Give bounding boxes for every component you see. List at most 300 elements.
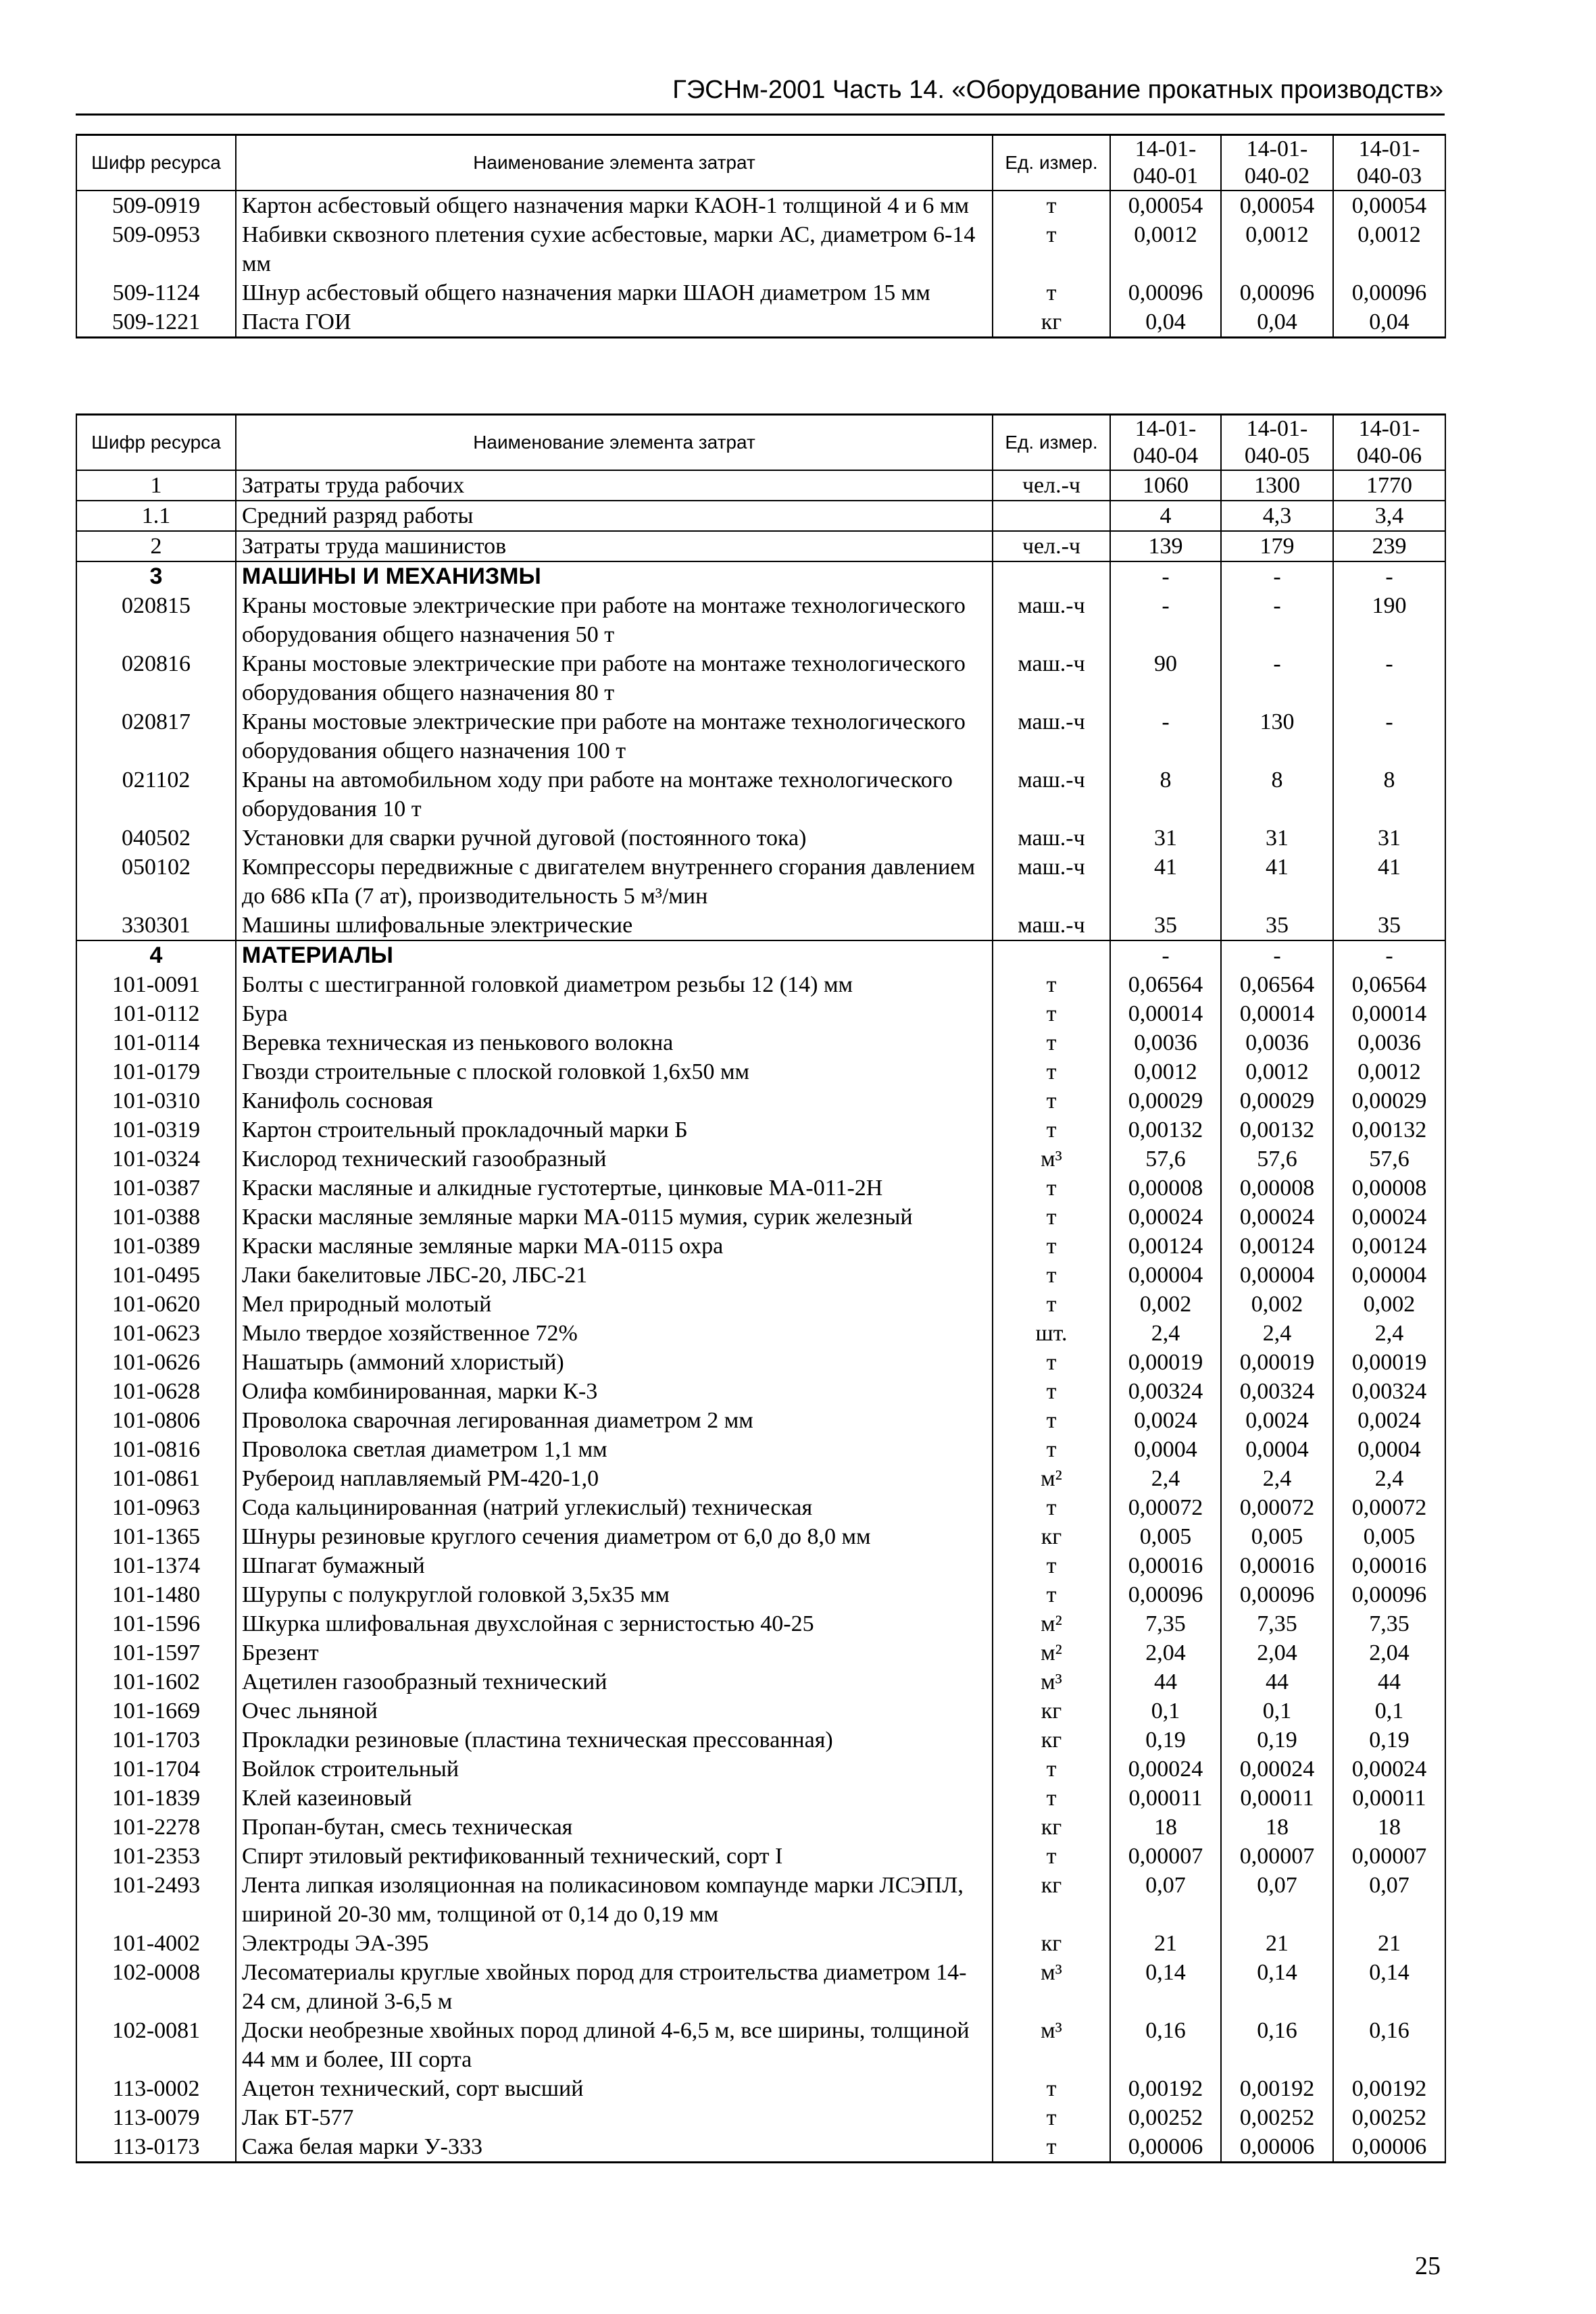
norm-value: 0,00014	[1110, 999, 1221, 1028]
col-code-header: Шифр ресурса	[76, 415, 236, 471]
norm-value: 0,00006	[1110, 2132, 1221, 2163]
unit-of-measure: кг	[993, 1726, 1110, 1755]
resource-name: Затраты труда рабочих	[236, 470, 993, 501]
norm-value: 0,00024	[1221, 1203, 1333, 1232]
unit-of-measure: т	[993, 1784, 1110, 1813]
norm-value: 21	[1110, 1929, 1221, 1958]
norm-value: 0,00096	[1110, 1580, 1221, 1609]
norm-value: 0,002	[1221, 1290, 1333, 1319]
resource-code: 101-0806	[76, 1406, 236, 1435]
norm-value: -	[1110, 707, 1221, 765]
norm-value: 57,6	[1110, 1145, 1221, 1174]
norm-value: 31	[1221, 824, 1333, 853]
resource-name: Ацетилен газообразный технический	[236, 1667, 993, 1696]
table-row	[76, 1667, 1445, 1696]
norm-value: 0,19	[1333, 1726, 1445, 1755]
norm-value: 18	[1110, 1813, 1221, 1842]
norm-value: 0,1	[1110, 1696, 1221, 1726]
table-row	[76, 1929, 1445, 1958]
resource-name: МАШИНЫ И МЕХАНИЗМЫ	[236, 561, 993, 591]
resource-code: 101-0628	[76, 1377, 236, 1406]
resource-name: Набивки сквозного плетения сухие асбестовые, марки АС, диаметром 6-14 мм	[236, 220, 993, 278]
norm-value: 0,00029	[1333, 1086, 1445, 1115]
resource-code: 101-0389	[76, 1232, 236, 1261]
unit-of-measure: т	[993, 1174, 1110, 1203]
resource-code: 509-0953	[76, 220, 236, 278]
resource-name: Лак БТ-577	[236, 2103, 993, 2132]
unit-of-measure: т	[993, 220, 1110, 278]
resource-table-2	[76, 413, 1446, 2163]
resource-name: Шкурка шлифовальная двухслойная с зернистостью 40-25	[236, 1609, 993, 1638]
resource-code: 020817	[76, 707, 236, 765]
table-row	[76, 1726, 1445, 1755]
norm-value: 0,00007	[1110, 1842, 1221, 1871]
norm-value: -	[1333, 649, 1445, 707]
norm-value: 18	[1221, 1813, 1333, 1842]
norm-value: 0,0036	[1110, 1028, 1221, 1057]
resource-code: 102-0081	[76, 2016, 236, 2074]
table-row	[76, 1203, 1445, 1232]
col-name-header: Наименование элемента затрат	[236, 415, 993, 471]
resource-name: Краски масляные земляные марки МА-0115 охра	[236, 1232, 993, 1261]
norm-value: 190	[1333, 591, 1445, 649]
norm-value: 239	[1333, 531, 1445, 561]
resource-name: Спирт этиловый ректификованный технический, сорт I	[236, 1842, 993, 1871]
resource-code: 101-1480	[76, 1580, 236, 1609]
norm-value: 0,0036	[1333, 1028, 1445, 1057]
unit-of-measure: кг	[993, 1522, 1110, 1551]
norm-value: 41	[1110, 853, 1221, 911]
resource-code: 509-1221	[76, 307, 236, 338]
norm-value: 0,0024	[1110, 1406, 1221, 1435]
norm-value: 0,0012	[1221, 1057, 1333, 1086]
table-row	[76, 2016, 1445, 2074]
norm-value: 57,6	[1221, 1145, 1333, 1174]
resource-name: Шнур асбестовый общего назначения марки ШАОН диаметром 15 мм	[236, 278, 993, 307]
resource-code: 2	[76, 531, 236, 561]
unit-of-measure: шт.	[993, 1319, 1110, 1348]
resource-code: 101-0324	[76, 1145, 236, 1174]
resource-name: Болты с шестигранной головкой диаметром резьбы 12 (14) мм	[236, 970, 993, 999]
table-row	[76, 1551, 1445, 1580]
table-row	[76, 1086, 1445, 1115]
table-row	[76, 501, 1445, 531]
norm-value: 0,00011	[1221, 1784, 1333, 1813]
norm-value: 0,00008	[1221, 1174, 1333, 1203]
resource-code: 101-0861	[76, 1464, 236, 1493]
norm-value: 0,00096	[1333, 1580, 1445, 1609]
norm-value: 0,00124	[1110, 1232, 1221, 1261]
norm-value: 0,14	[1110, 1958, 1221, 2016]
unit-of-measure: т	[993, 1580, 1110, 1609]
norm-value: 0,00011	[1333, 1784, 1445, 1813]
table-row	[76, 940, 1445, 970]
table-row	[76, 1842, 1445, 1871]
unit-of-measure: т	[993, 1086, 1110, 1115]
unit-of-measure: т	[993, 999, 1110, 1028]
resource-code: 050102	[76, 853, 236, 911]
table-row	[76, 2132, 1445, 2163]
col-code-header: Шифр ресурса	[76, 135, 236, 191]
unit-of-measure: м³	[993, 1145, 1110, 1174]
resource-name: Краски масляные земляные марки МА-0115 мумия, сурик железный	[236, 1203, 993, 1232]
norm-value: -	[1110, 591, 1221, 649]
resource-code: 101-1839	[76, 1784, 236, 1813]
unit-of-measure: т	[993, 2132, 1110, 2163]
resource-code: 1.1	[76, 501, 236, 531]
norm-value: 0,00054	[1110, 191, 1221, 220]
resource-name: Компрессоры передвижные с двигателем внутреннего сгорания давлением до 686 кПа (7 ат), производительность 5 м³/мин	[236, 853, 993, 911]
norm-value: 2,4	[1333, 1464, 1445, 1493]
unit-of-measure: т	[993, 278, 1110, 307]
norm-value: 2,4	[1221, 1464, 1333, 1493]
resource-code: 020815	[76, 591, 236, 649]
resource-name: Нашатырь (аммоний хлористый)	[236, 1348, 993, 1377]
norm-value: 0,00024	[1110, 1755, 1221, 1784]
norm-value: 44	[1333, 1667, 1445, 1696]
resource-code: 101-0388	[76, 1203, 236, 1232]
norm-value: 0,00019	[1110, 1348, 1221, 1377]
resource-name: Канифоль сосновая	[236, 1086, 993, 1115]
norm-value: 0,005	[1221, 1522, 1333, 1551]
resource-code: 101-0091	[76, 970, 236, 999]
table-body	[76, 191, 1445, 338]
norm-value: 0,00252	[1221, 2103, 1333, 2132]
norm-value: 0,19	[1110, 1726, 1221, 1755]
norm-value: -	[1110, 561, 1221, 591]
norm-value: 0,005	[1333, 1522, 1445, 1551]
norm-value: 0,0036	[1221, 1028, 1333, 1057]
unit-of-measure: т	[993, 1551, 1110, 1580]
resource-code: 3	[76, 561, 236, 591]
unit-of-measure: маш.-ч	[993, 853, 1110, 911]
resource-name: Прокладки резиновые (пластина техническая прессованная)	[236, 1726, 993, 1755]
unit-of-measure: маш.-ч	[993, 649, 1110, 707]
norm-value: 0,00029	[1221, 1086, 1333, 1115]
norm-value: 0,16	[1110, 2016, 1221, 2074]
unit-of-measure: т	[993, 191, 1110, 220]
norm-value: 0,00132	[1333, 1115, 1445, 1145]
table-row	[76, 307, 1445, 338]
resource-name: Краны мостовые электрические при работе на монтаже технологического оборудования общего назначения 100 т	[236, 707, 993, 765]
norm-value: 0,00024	[1333, 1203, 1445, 1232]
table-row	[76, 1406, 1445, 1435]
resource-name: Мыло твердое хозяйственное 72%	[236, 1319, 993, 1348]
table-row	[76, 1115, 1445, 1145]
norm-value: 35	[1110, 911, 1221, 940]
table-row	[76, 1057, 1445, 1086]
table-row	[76, 1871, 1445, 1929]
table-row	[76, 2074, 1445, 2103]
unit-of-measure	[993, 940, 1110, 970]
resource-table-1	[76, 134, 1446, 338]
resource-code: 101-0963	[76, 1493, 236, 1522]
table-row	[76, 1377, 1445, 1406]
norm-value: 0,00324	[1333, 1377, 1445, 1406]
resource-name: Доски необрезные хвойных пород длиной 4-6,5 м, все ширины, толщиной 44 мм и более, III сорта	[236, 2016, 993, 2074]
table-row	[76, 1145, 1445, 1174]
norm-value: 90	[1110, 649, 1221, 707]
table-row	[76, 1696, 1445, 1726]
norm-value: 0,00011	[1110, 1784, 1221, 1813]
table-row	[76, 1755, 1445, 1784]
resource-name: Проволока светлая диаметром 1,1 мм	[236, 1435, 993, 1464]
norm-value: 0,0012	[1333, 220, 1445, 278]
col-norm-header: 14-01-040-05	[1221, 415, 1333, 471]
resource-name: Олифа комбинированная, марки К-3	[236, 1377, 993, 1406]
resource-code: 102-0008	[76, 1958, 236, 2016]
norm-value: 0,00004	[1110, 1261, 1221, 1290]
resource-name: Краски масляные и алкидные густотертые, цинковые МА-011-2Н	[236, 1174, 993, 1203]
norm-value: 0,002	[1110, 1290, 1221, 1319]
resource-code: 101-1703	[76, 1726, 236, 1755]
norm-value: 41	[1333, 853, 1445, 911]
norm-value: 0,07	[1221, 1871, 1333, 1929]
norm-value: 21	[1221, 1929, 1333, 1958]
table-row	[76, 220, 1445, 278]
norm-value: 0,00007	[1333, 1842, 1445, 1871]
unit-of-measure	[993, 501, 1110, 531]
norm-value: 139	[1110, 531, 1221, 561]
norm-value: 31	[1333, 824, 1445, 853]
resource-name: Кислород технический газообразный	[236, 1145, 993, 1174]
table-row	[76, 1638, 1445, 1667]
resource-name: Лента липкая изоляционная на поликасиновом компаунде марки ЛСЭПЛ, шириной 20-30 мм, толщиной от 0,14 до 0,19 мм	[236, 1871, 993, 1929]
unit-of-measure: м³	[993, 1958, 1110, 2016]
resource-name: Проволока сварочная легированная диаметром 2 мм	[236, 1406, 993, 1435]
norm-value: 0,00096	[1333, 278, 1445, 307]
col-norm-header: 14-01-040-04	[1110, 415, 1221, 471]
norm-value: 0,00014	[1221, 999, 1333, 1028]
norm-value: 0,00324	[1221, 1377, 1333, 1406]
resource-code: 101-1704	[76, 1755, 236, 1784]
resource-name: Лесоматериалы круглые хвойных пород для строительства диаметром 14-24 см, длиной 3-6,5 м	[236, 1958, 993, 2016]
resource-code: 509-1124	[76, 278, 236, 307]
resource-code: 101-0112	[76, 999, 236, 1028]
table-row	[76, 531, 1445, 561]
norm-value: 7,35	[1333, 1609, 1445, 1638]
unit-of-measure: маш.-ч	[993, 707, 1110, 765]
norm-value: 0,00004	[1333, 1261, 1445, 1290]
norm-value: 0,04	[1221, 307, 1333, 338]
norm-value: 2,4	[1333, 1319, 1445, 1348]
table-row	[76, 911, 1445, 940]
resource-code: 113-0079	[76, 2103, 236, 2132]
norm-value: 0,00096	[1221, 1580, 1333, 1609]
norm-value: 130	[1221, 707, 1333, 765]
norm-value: 31	[1110, 824, 1221, 853]
resource-name: Войлок строительный	[236, 1755, 993, 1784]
norm-value: 0,00008	[1333, 1174, 1445, 1203]
resource-code: 101-1374	[76, 1551, 236, 1580]
table-row	[76, 1261, 1445, 1290]
resource-code: 101-2493	[76, 1871, 236, 1929]
unit-of-measure: т	[993, 1203, 1110, 1232]
table-row	[76, 824, 1445, 853]
resource-code: 101-0626	[76, 1348, 236, 1377]
table-row	[76, 591, 1445, 649]
norm-value: 7,35	[1110, 1609, 1221, 1638]
norm-value: 0,1	[1221, 1696, 1333, 1726]
resource-name: Гвозди строительные с плоской головкой 1,6х50 мм	[236, 1057, 993, 1086]
table-row	[76, 2103, 1445, 2132]
table-row	[76, 1232, 1445, 1261]
table-row	[76, 1435, 1445, 1464]
unit-of-measure: кг	[993, 1696, 1110, 1726]
resource-name: Краны на автомобильном ходу при работе на монтаже технологического оборудования 10 т	[236, 765, 993, 824]
resource-name: Бура	[236, 999, 993, 1028]
table-row	[76, 707, 1445, 765]
norm-value: 44	[1110, 1667, 1221, 1696]
norm-value: 0,07	[1333, 1871, 1445, 1929]
resource-code: 101-1669	[76, 1696, 236, 1726]
norm-value: 0,16	[1333, 2016, 1445, 2074]
unit-of-measure: маш.-ч	[993, 591, 1110, 649]
table-row	[76, 561, 1445, 591]
unit-of-measure: т	[993, 2103, 1110, 2132]
resource-name: Шпагат бумажный	[236, 1551, 993, 1580]
table-row	[76, 1813, 1445, 1842]
norm-value: 0,00072	[1110, 1493, 1221, 1522]
norm-value: -	[1333, 940, 1445, 970]
norm-value: 0,00016	[1110, 1551, 1221, 1580]
resource-name: МАТЕРИАЛЫ	[236, 940, 993, 970]
norm-value: 0,00054	[1221, 191, 1333, 220]
table-row	[76, 278, 1445, 307]
resource-name: Установки для сварки ручной дуговой (постоянного тока)	[236, 824, 993, 853]
norm-value: 4,3	[1221, 501, 1333, 531]
page-number: 25	[1415, 2252, 1441, 2280]
norm-value: 0,00007	[1221, 1842, 1333, 1871]
unit-of-measure: маш.-ч	[993, 765, 1110, 824]
norm-value: 0,00124	[1221, 1232, 1333, 1261]
resource-code: 113-0173	[76, 2132, 236, 2163]
resource-code: 101-0179	[76, 1057, 236, 1086]
unit-of-measure: т	[993, 1348, 1110, 1377]
norm-value: 0,00124	[1333, 1232, 1445, 1261]
norm-value: 8	[1110, 765, 1221, 824]
norm-value: 0,00252	[1333, 2103, 1445, 2132]
norm-value: 18	[1333, 1813, 1445, 1842]
unit-of-measure: т	[993, 1261, 1110, 1290]
norm-value: 0,005	[1110, 1522, 1221, 1551]
norm-value: 0,06564	[1110, 970, 1221, 999]
unit-of-measure: кг	[993, 1929, 1110, 1958]
table-header-row	[76, 135, 1445, 191]
norm-value: 0,00016	[1221, 1551, 1333, 1580]
norm-value: 0,00019	[1333, 1348, 1445, 1377]
norm-value: 2,04	[1221, 1638, 1333, 1667]
col-norm-header: 14-01-040-03	[1333, 135, 1445, 191]
norm-value: 0,00004	[1221, 1261, 1333, 1290]
norm-value: 0,00019	[1221, 1348, 1333, 1377]
norm-value: 1060	[1110, 470, 1221, 501]
resource-code: 101-0114	[76, 1028, 236, 1057]
norm-value: 7,35	[1221, 1609, 1333, 1638]
unit-of-measure: м²	[993, 1609, 1110, 1638]
norm-value: 0,1	[1333, 1696, 1445, 1726]
norm-value: 44	[1221, 1667, 1333, 1696]
norm-value: 0,00006	[1221, 2132, 1333, 2163]
unit-of-measure: маш.-ч	[993, 824, 1110, 853]
page-header: ГЭСНм-2001 Часть 14. «Оборудование прокатных производств»	[672, 76, 1443, 104]
norm-value: 0,00024	[1221, 1755, 1333, 1784]
norm-value: 2,4	[1221, 1319, 1333, 1348]
resource-name: Краны мостовые электрические при работе на монтаже технологического оборудования общего назначения 80 т	[236, 649, 993, 707]
norm-value: 0,0004	[1221, 1435, 1333, 1464]
resource-code: 101-0387	[76, 1174, 236, 1203]
norm-value: 0,0012	[1110, 1057, 1221, 1086]
norm-value: 0,07	[1110, 1871, 1221, 1929]
resource-code: 330301	[76, 911, 236, 940]
table-row	[76, 1958, 1445, 2016]
norm-value: 35	[1221, 911, 1333, 940]
table-row	[76, 1522, 1445, 1551]
unit-of-measure: т	[993, 970, 1110, 999]
table-row	[76, 970, 1445, 999]
norm-value: 2,04	[1333, 1638, 1445, 1667]
resource-name: Машины шлифовальные электрические	[236, 911, 993, 940]
table-row	[76, 1493, 1445, 1522]
norm-value: 0,00014	[1333, 999, 1445, 1028]
table-row	[76, 1348, 1445, 1377]
resource-name: Лаки бакелитовые ЛБС-20, ЛБС-21	[236, 1261, 993, 1290]
resource-code: 020816	[76, 649, 236, 707]
resource-name: Паста ГОИ	[236, 307, 993, 338]
resource-name: Рубероид наплавляемый РМ-420-1,0	[236, 1464, 993, 1493]
norm-value: 8	[1221, 765, 1333, 824]
unit-of-measure: т	[993, 1232, 1110, 1261]
resource-name: Веревка техническая из пенькового волокна	[236, 1028, 993, 1057]
norm-value: 0,0024	[1333, 1406, 1445, 1435]
unit-of-measure: чел.-ч	[993, 470, 1110, 501]
resource-name: Электроды ЭА-395	[236, 1929, 993, 1958]
unit-of-measure: т	[993, 1842, 1110, 1871]
unit-of-measure: м³	[993, 2016, 1110, 2074]
norm-value: 0,002	[1333, 1290, 1445, 1319]
resource-name: Мел природный молотый	[236, 1290, 993, 1319]
unit-of-measure: кг	[993, 307, 1110, 338]
norm-value: 0,00072	[1333, 1493, 1445, 1522]
resource-code: 101-0623	[76, 1319, 236, 1348]
norm-value: 2,4	[1110, 1464, 1221, 1493]
norm-value: 0,00006	[1333, 2132, 1445, 2163]
norm-value: 0,00054	[1333, 191, 1445, 220]
norm-value: 1770	[1333, 470, 1445, 501]
unit-of-measure: т	[993, 1435, 1110, 1464]
norm-value: 8	[1333, 765, 1445, 824]
norm-value: 2,4	[1110, 1319, 1221, 1348]
col-unit-header: Ед. измер.	[993, 135, 1110, 191]
resource-name: Сажа белая марки У-333	[236, 2132, 993, 2163]
norm-value: 0,00324	[1110, 1377, 1221, 1406]
unit-of-measure: т	[993, 1290, 1110, 1319]
norm-value: 0,00024	[1333, 1755, 1445, 1784]
norm-value: 0,06564	[1221, 970, 1333, 999]
resource-code: 101-0495	[76, 1261, 236, 1290]
norm-value: 0,00192	[1110, 2074, 1221, 2103]
norm-value: -	[1110, 940, 1221, 970]
resource-code: 101-1365	[76, 1522, 236, 1551]
resource-code: 4	[76, 940, 236, 970]
resource-name: Затраты труда машинистов	[236, 531, 993, 561]
col-norm-header: 14-01-040-02	[1221, 135, 1333, 191]
table-row	[76, 1174, 1445, 1203]
table-header-row	[76, 415, 1445, 471]
norm-value: 0,06564	[1333, 970, 1445, 999]
norm-value: 0,00132	[1221, 1115, 1333, 1145]
resource-name: Пропан-бутан, смесь техническая	[236, 1813, 993, 1842]
